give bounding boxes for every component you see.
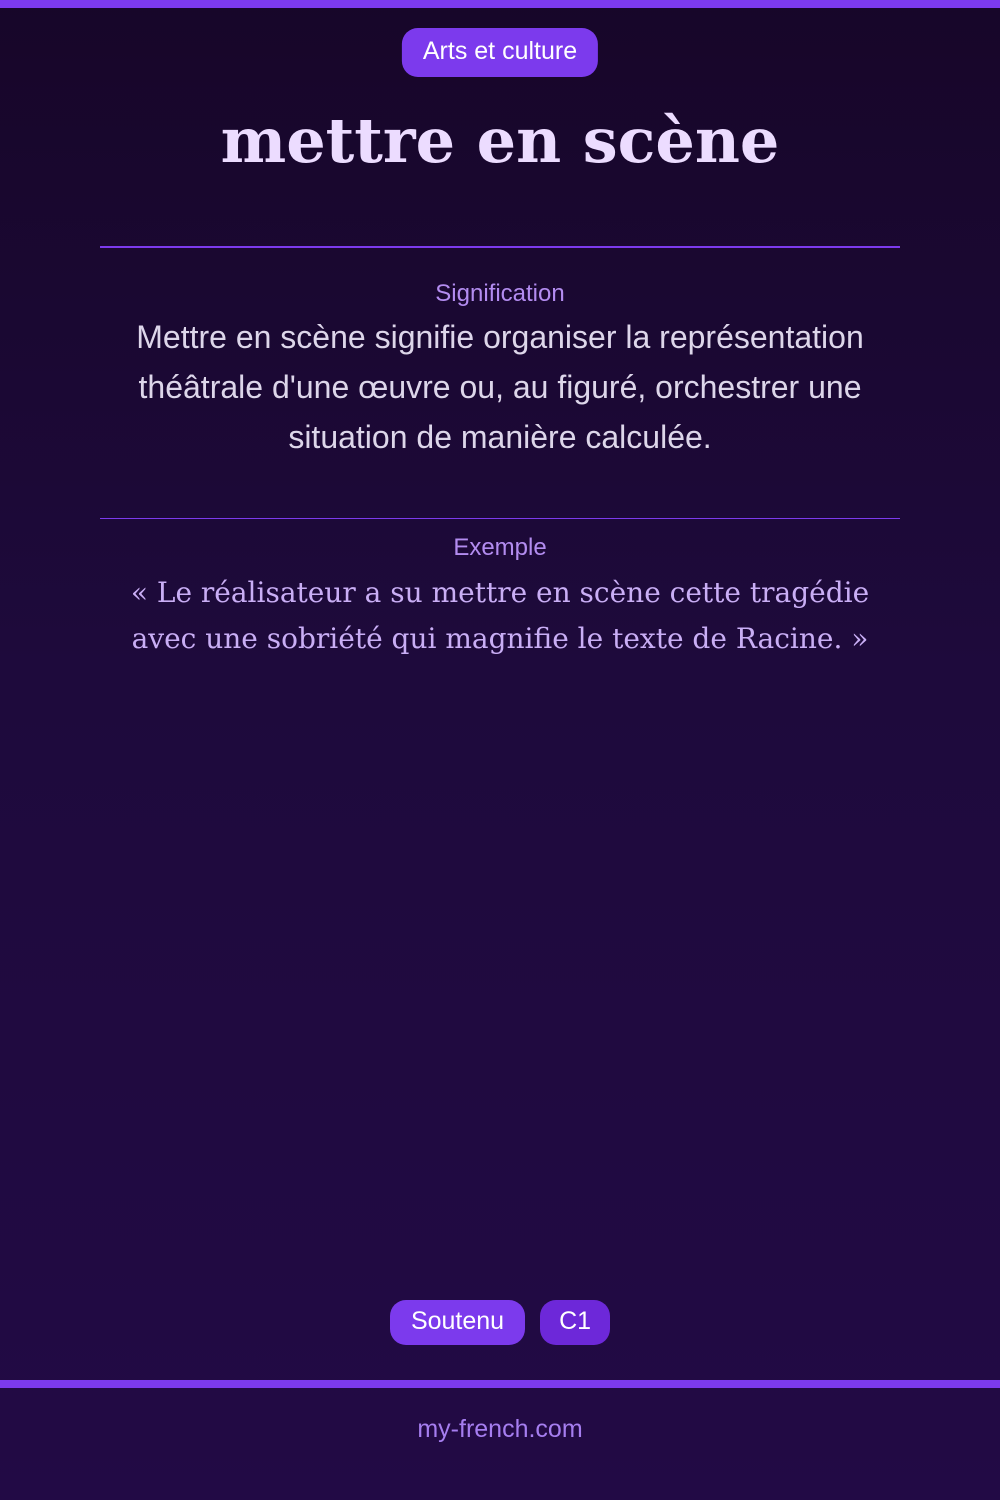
top-accent-bar <box>0 0 1000 8</box>
divider-top <box>100 246 900 248</box>
level-tag: C1 <box>540 1300 610 1345</box>
example-label: Exemple <box>453 534 547 561</box>
bottom-accent-bar <box>0 1380 1000 1388</box>
category-badge: Arts et culture <box>402 28 598 77</box>
tag-list <box>0 1300 1000 1345</box>
example-text: « Le réalisateur a su mettre en scène cette tragédie avec une sobriété qui magnifie le texte de Racine. » <box>130 576 870 655</box>
footer-site: my-french.com <box>417 1415 583 1443</box>
headword-title: mettre en scène <box>220 104 780 177</box>
divider-middle <box>100 518 900 519</box>
register-tag: Soutenu <box>390 1300 525 1345</box>
meaning-label: Signification <box>435 280 565 307</box>
meaning-text: Mettre en scène signifie organiser la représentation théâtrale d'une œuvre ou, au figuré, orchestrer une situation de manière calculée. <box>136 319 864 455</box>
